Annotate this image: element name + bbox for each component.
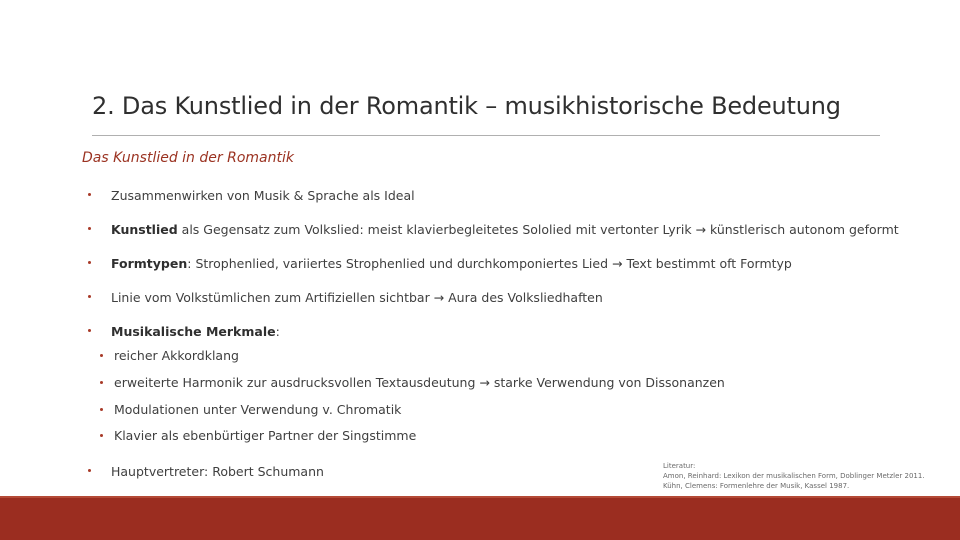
bullet-dot-icon <box>88 193 91 196</box>
title-divider <box>92 135 880 136</box>
sub-bullet-dot-icon <box>100 408 103 411</box>
bullet-dot-icon <box>88 329 91 332</box>
slide-subtitle: Das Kunstlied in der Romantik <box>82 150 294 166</box>
bullet-dot-icon <box>88 261 91 264</box>
bullet-text: Kunstlied als Gegensatz zum Volkslied: meist klavierbegleitetes Sololied mit vertonter Lyrik → künstlerisch autonom geformt <box>111 222 899 237</box>
sub-bullet-dot-icon <box>100 434 103 437</box>
bullet-text: Linie vom Volkstümlichen zum Artifiziellen sichtbar → Aura des Volksliedhaften <box>111 290 603 305</box>
bullet-text: Formtypen: Strophenlied, variiertes Strophenlied und durchkomponiertes Lied → Text bestimmt oft Formtyp <box>111 256 792 271</box>
bullet-text: Musikalische Merkmale: <box>111 324 280 339</box>
bullet-dot-icon <box>88 227 91 230</box>
slide-title: 2. Das Kunstlied in der Romantik – musikhistorische Bedeutung <box>92 92 841 120</box>
bullet-text: Zusammenwirken von Musik & Sprache als Ideal <box>111 188 415 203</box>
sub-bullet-text: Modulationen unter Verwendung v. Chromatik <box>114 402 402 417</box>
bullet-dot-icon <box>88 295 91 298</box>
sub-bullet-text: Klavier als ebenbürtiger Partner der Singstimme <box>114 428 417 443</box>
literature-note <box>663 461 953 491</box>
sub-bullet-dot-icon <box>100 381 103 384</box>
literature-entry: Kühn, Clemens: Formenlehre der Musik, Kassel 1987. <box>663 482 850 490</box>
footer-bar <box>0 498 960 540</box>
literature-entry: Amon, Reinhard: Lexikon der musikalischen Form, Doblinger Metzler 2011. <box>663 472 925 480</box>
sub-bullet-dot-icon <box>100 354 103 357</box>
bullet-text: Hauptvertreter: Robert Schumann <box>111 464 324 479</box>
bullet-dot-icon <box>88 469 91 472</box>
literature-label: Literatur: <box>663 462 696 470</box>
sub-bullet-text: erweiterte Harmonik zur ausdrucksvollen Textausdeutung → starke Verwendung von Dissonanzen <box>114 375 725 390</box>
sub-bullet-text: reicher Akkordklang <box>114 348 239 363</box>
